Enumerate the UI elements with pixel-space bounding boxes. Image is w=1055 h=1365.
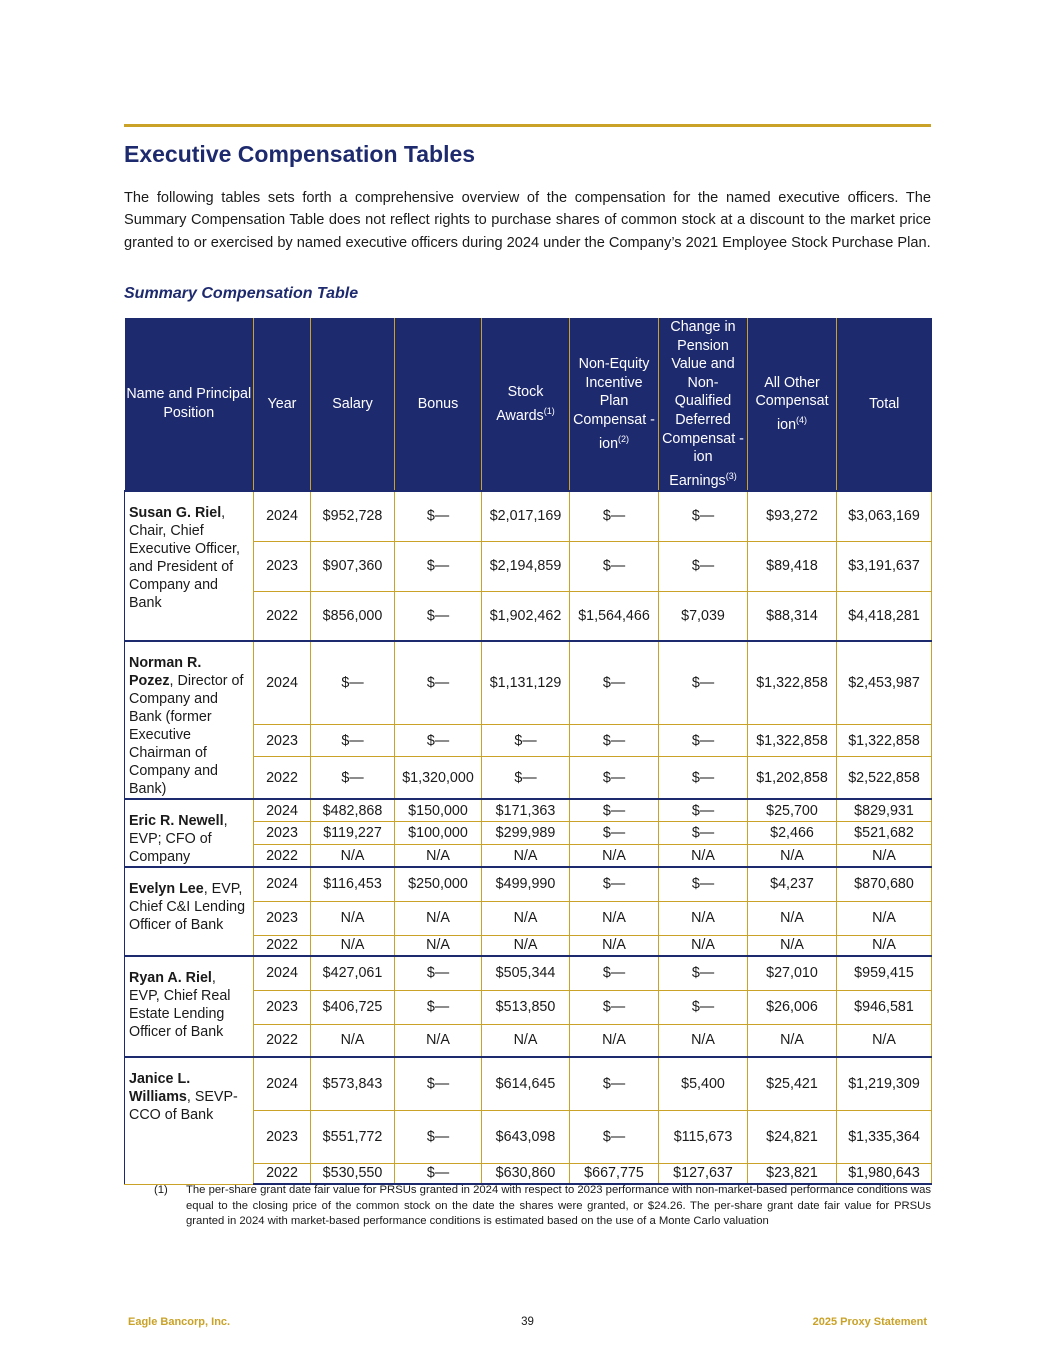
cell-bonus: $— bbox=[395, 956, 482, 990]
cell-total: N/A bbox=[837, 844, 932, 867]
cell-nonequity: N/A bbox=[570, 844, 659, 867]
cell-year: 2024 bbox=[254, 491, 311, 541]
cell-total: $870,680 bbox=[837, 867, 932, 901]
table-row bbox=[125, 956, 932, 990]
cell-pension: $— bbox=[659, 724, 748, 756]
cell-year: 2022 bbox=[254, 591, 311, 641]
cell-total: $1,219,309 bbox=[837, 1057, 932, 1110]
cell-nonequity: $— bbox=[570, 867, 659, 901]
cell-bonus: $— bbox=[395, 990, 482, 1024]
col-header-bonus: Bonus bbox=[395, 318, 482, 491]
cell-pension: $7,039 bbox=[659, 591, 748, 641]
cell-stock: $614,645 bbox=[482, 1057, 570, 1110]
cell-year: 2022 bbox=[254, 935, 311, 956]
cell-bonus: $— bbox=[395, 1110, 482, 1163]
cell-salary: $482,868 bbox=[311, 799, 395, 822]
cell-pension: $— bbox=[659, 799, 748, 822]
cell-pension: $— bbox=[659, 867, 748, 901]
cell-other: $25,700 bbox=[748, 799, 837, 822]
cell-other: N/A bbox=[748, 1024, 837, 1057]
name-separator: , bbox=[169, 673, 174, 690]
footer-document: 2025 Proxy Statement bbox=[812, 1316, 927, 1328]
cell-total: $2,522,858 bbox=[837, 757, 932, 799]
cell-year: 2022 bbox=[254, 757, 311, 799]
cell-stock: $513,850 bbox=[482, 990, 570, 1024]
cell-bonus: $— bbox=[395, 541, 482, 591]
cell-year: 2023 bbox=[254, 901, 311, 935]
cell-total: $1,322,858 bbox=[837, 724, 932, 756]
cell-total: $829,931 bbox=[837, 799, 932, 822]
cell-salary: $— bbox=[311, 724, 395, 756]
cell-salary: $119,227 bbox=[311, 822, 395, 845]
executive-name: Evelyn Lee bbox=[129, 881, 204, 898]
executive-name-cell bbox=[125, 1057, 254, 1184]
name-separator: , bbox=[186, 1089, 191, 1106]
cell-salary: $551,772 bbox=[311, 1110, 395, 1163]
executive-name: Ryan A. Riel bbox=[129, 970, 212, 987]
cell-total: $1,335,364 bbox=[837, 1110, 932, 1163]
executive-name-cell bbox=[125, 867, 254, 956]
cell-salary: N/A bbox=[311, 935, 395, 956]
executive-name-cell bbox=[125, 491, 254, 641]
executive-title: SEVP-CCO of Bank bbox=[129, 1089, 238, 1124]
cell-pension: $— bbox=[659, 990, 748, 1024]
cell-pension: $5,400 bbox=[659, 1057, 748, 1110]
cell-stock: N/A bbox=[482, 901, 570, 935]
executive-name: Susan G. Riel bbox=[129, 505, 222, 522]
cell-other: $2,466 bbox=[748, 822, 837, 845]
cell-year: 2024 bbox=[254, 641, 311, 724]
executive-name: Norman R. Pozez bbox=[129, 655, 202, 690]
cell-year: 2022 bbox=[254, 844, 311, 867]
cell-pension: $— bbox=[659, 757, 748, 799]
executive-title: EVP, Chief Real Estate Lending Officer of Bank bbox=[129, 988, 231, 1041]
cell-nonequity: $— bbox=[570, 491, 659, 541]
cell-nonequity: $— bbox=[570, 799, 659, 822]
cell-other: $93,272 bbox=[748, 491, 837, 541]
top-divider bbox=[124, 124, 931, 127]
cell-nonequity: $— bbox=[570, 724, 659, 756]
cell-bonus: $1,320,000 bbox=[395, 757, 482, 799]
cell-salary: $530,550 bbox=[311, 1163, 395, 1184]
cell-stock: $— bbox=[482, 757, 570, 799]
cell-stock: $1,131,129 bbox=[482, 641, 570, 724]
cell-pension: $— bbox=[659, 641, 748, 724]
page-title: Executive Compensation Tables bbox=[124, 141, 476, 167]
executive-name-cell bbox=[125, 641, 254, 799]
cell-stock: $299,989 bbox=[482, 822, 570, 845]
table-header-row bbox=[125, 318, 932, 491]
cell-pension: $127,637 bbox=[659, 1163, 748, 1184]
cell-total: N/A bbox=[837, 1024, 932, 1057]
col-header-name: Name and Principal Position bbox=[125, 318, 254, 491]
cell-salary: $907,360 bbox=[311, 541, 395, 591]
cell-nonequity: $— bbox=[570, 541, 659, 591]
cell-other: $24,821 bbox=[748, 1110, 837, 1163]
name-separator: , bbox=[203, 881, 208, 898]
cell-salary: N/A bbox=[311, 901, 395, 935]
cell-salary: N/A bbox=[311, 844, 395, 867]
table-body bbox=[125, 491, 932, 1184]
cell-total: $2,453,987 bbox=[837, 641, 932, 724]
cell-year: 2024 bbox=[254, 867, 311, 901]
cell-other: $1,322,858 bbox=[748, 641, 837, 724]
cell-year: 2023 bbox=[254, 990, 311, 1024]
cell-stock: $643,098 bbox=[482, 1110, 570, 1163]
cell-pension: N/A bbox=[659, 935, 748, 956]
cell-total: $4,418,281 bbox=[837, 591, 932, 641]
cell-pension: N/A bbox=[659, 901, 748, 935]
table-row bbox=[125, 799, 932, 822]
cell-nonequity: N/A bbox=[570, 935, 659, 956]
col-header-stock-awards: Stock Awards$^{(1)}$ bbox=[482, 318, 570, 491]
cell-other: $4,237 bbox=[748, 867, 837, 901]
cell-pension: $— bbox=[659, 822, 748, 845]
cell-year: 2024 bbox=[254, 956, 311, 990]
cell-stock: $2,017,169 bbox=[482, 491, 570, 541]
cell-stock: $171,363 bbox=[482, 799, 570, 822]
cell-year: 2022 bbox=[254, 1024, 311, 1057]
cell-bonus: $— bbox=[395, 591, 482, 641]
cell-nonequity: N/A bbox=[570, 1024, 659, 1057]
cell-total: $946,581 bbox=[837, 990, 932, 1024]
cell-bonus: $— bbox=[395, 641, 482, 724]
cell-other: $23,821 bbox=[748, 1163, 837, 1184]
cell-nonequity: $— bbox=[570, 757, 659, 799]
col-header-salary: Salary bbox=[311, 318, 395, 491]
cell-stock: $1,902,462 bbox=[482, 591, 570, 641]
col-header-all-other: All Other Compensat ion$^{(4)}$ bbox=[748, 318, 837, 491]
cell-stock: N/A bbox=[482, 844, 570, 867]
cell-salary: $— bbox=[311, 757, 395, 799]
cell-stock: N/A bbox=[482, 935, 570, 956]
cell-pension: $— bbox=[659, 491, 748, 541]
name-separator: , bbox=[211, 970, 216, 987]
cell-stock: $2,194,859 bbox=[482, 541, 570, 591]
col-header-pension: Change in Pension Value and Non-Qualified Deferred Compensat -ion Earnings$^{(3)}$ bbox=[659, 318, 748, 491]
cell-stock: $— bbox=[482, 724, 570, 756]
cell-bonus: $— bbox=[395, 491, 482, 541]
cell-bonus: $— bbox=[395, 724, 482, 756]
table-row bbox=[125, 491, 932, 541]
cell-pension: $— bbox=[659, 541, 748, 591]
table-row bbox=[125, 641, 932, 724]
cell-nonequity: $667,775 bbox=[570, 1163, 659, 1184]
cell-bonus: N/A bbox=[395, 901, 482, 935]
cell-other: N/A bbox=[748, 935, 837, 956]
cell-nonequity: N/A bbox=[570, 901, 659, 935]
page-number: 39 bbox=[521, 1316, 534, 1328]
summary-compensation-table bbox=[124, 318, 932, 1185]
cell-total: $3,191,637 bbox=[837, 541, 932, 591]
cell-salary: $952,728 bbox=[311, 491, 395, 541]
name-separator: , bbox=[221, 505, 226, 522]
col-header-year: Year bbox=[254, 318, 311, 491]
name-separator: , bbox=[223, 813, 228, 830]
cell-total: $959,415 bbox=[837, 956, 932, 990]
cell-year: 2023 bbox=[254, 822, 311, 845]
cell-other: N/A bbox=[748, 901, 837, 935]
cell-salary: $856,000 bbox=[311, 591, 395, 641]
cell-other: $25,421 bbox=[748, 1057, 837, 1110]
cell-total: $1,980,643 bbox=[837, 1163, 932, 1184]
cell-year: 2024 bbox=[254, 799, 311, 822]
cell-other: $27,010 bbox=[748, 956, 837, 990]
executive-title: EVP; CFO of Company bbox=[129, 831, 212, 866]
footnote-text: The per-share grant date fair value for PRSUs granted in 2024 with respect to 2023 performance with non-market-based performance conditions was equal to the closing price of the common stock on the date the shares were granted, or $24.26. The per-share grant date fair value for PRSUs granted in 2024 with market-based performance conditions is estimated based on the use of a Monte Carlo valuation bbox=[186, 1184, 931, 1228]
cell-bonus: $— bbox=[395, 1163, 482, 1184]
cell-bonus: $100,000 bbox=[395, 822, 482, 845]
executive-name: Eric R. Newell bbox=[129, 813, 224, 830]
cell-salary: $406,725 bbox=[311, 990, 395, 1024]
col-header-total: Total bbox=[837, 318, 932, 491]
cell-year: 2024 bbox=[254, 1057, 311, 1110]
col-header-non-equity: Non-Equity Incentive Plan Compensat -ion$^{(2)}$ bbox=[570, 318, 659, 491]
cell-stock: N/A bbox=[482, 1024, 570, 1057]
executive-name-cell bbox=[125, 799, 254, 867]
cell-bonus: N/A bbox=[395, 1024, 482, 1057]
cell-other: $88,314 bbox=[748, 591, 837, 641]
cell-total: N/A bbox=[837, 935, 932, 956]
cell-pension: $115,673 bbox=[659, 1110, 748, 1163]
footnote-number: (1) bbox=[154, 1184, 168, 1196]
intro-paragraph: The following tables sets forth a comprehensive overview of the compensation for the named executive officers. The Summary Compensation Table does not reflect rights to purchase shares of common stock at a discount to the market price granted to or exercised by named executive officers during 2024 under the Company’s 2021 Employee Stock Purchase Plan. bbox=[124, 190, 931, 251]
cell-bonus: $250,000 bbox=[395, 867, 482, 901]
cell-pension: N/A bbox=[659, 844, 748, 867]
cell-other: $1,322,858 bbox=[748, 724, 837, 756]
cell-year: 2023 bbox=[254, 724, 311, 756]
cell-other: $26,006 bbox=[748, 990, 837, 1024]
cell-nonequity: $— bbox=[570, 1057, 659, 1110]
cell-other: $89,418 bbox=[748, 541, 837, 591]
cell-salary: $116,453 bbox=[311, 867, 395, 901]
cell-stock: $499,990 bbox=[482, 867, 570, 901]
cell-nonequity: $— bbox=[570, 956, 659, 990]
cell-pension: N/A bbox=[659, 1024, 748, 1057]
cell-year: 2023 bbox=[254, 541, 311, 591]
cell-nonequity: $1,564,466 bbox=[570, 591, 659, 641]
cell-salary: $427,061 bbox=[311, 956, 395, 990]
cell-salary: N/A bbox=[311, 1024, 395, 1057]
footnote-1 bbox=[154, 1183, 931, 1230]
cell-stock: $505,344 bbox=[482, 956, 570, 990]
cell-bonus: $150,000 bbox=[395, 799, 482, 822]
footer-company: Eagle Bancorp, Inc. bbox=[128, 1316, 231, 1328]
cell-total: N/A bbox=[837, 901, 932, 935]
cell-bonus: N/A bbox=[395, 935, 482, 956]
cell-salary: $573,843 bbox=[311, 1057, 395, 1110]
cell-nonequity: $— bbox=[570, 1110, 659, 1163]
executive-title: Chair, Chief Executive Officer, and President of Company and Bank bbox=[129, 523, 240, 612]
cell-bonus: $— bbox=[395, 1057, 482, 1110]
cell-pension: $— bbox=[659, 956, 748, 990]
cell-year: 2022 bbox=[254, 1163, 311, 1184]
executive-name: Janice L. Williams bbox=[129, 1071, 191, 1106]
cell-other: N/A bbox=[748, 844, 837, 867]
table-title: Summary Compensation Table bbox=[124, 285, 359, 302]
cell-bonus: N/A bbox=[395, 844, 482, 867]
table-row bbox=[125, 1057, 932, 1110]
cell-nonequity: $— bbox=[570, 990, 659, 1024]
cell-nonequity: $— bbox=[570, 641, 659, 724]
cell-stock: $630,860 bbox=[482, 1163, 570, 1184]
cell-total: $3,063,169 bbox=[837, 491, 932, 541]
cell-year: 2023 bbox=[254, 1110, 311, 1163]
cell-nonequity: $— bbox=[570, 822, 659, 845]
executive-name-cell bbox=[125, 956, 254, 1057]
cell-other: $1,202,858 bbox=[748, 757, 837, 799]
executive-title: EVP, Chief C&I Lending Officer of Bank bbox=[129, 881, 246, 934]
cell-total: $521,682 bbox=[837, 822, 932, 845]
table-row bbox=[125, 867, 932, 901]
executive-title: Director of Company and Bank (former Executive Chairman of Company and Bank) bbox=[129, 673, 244, 798]
cell-salary: $— bbox=[311, 641, 395, 724]
